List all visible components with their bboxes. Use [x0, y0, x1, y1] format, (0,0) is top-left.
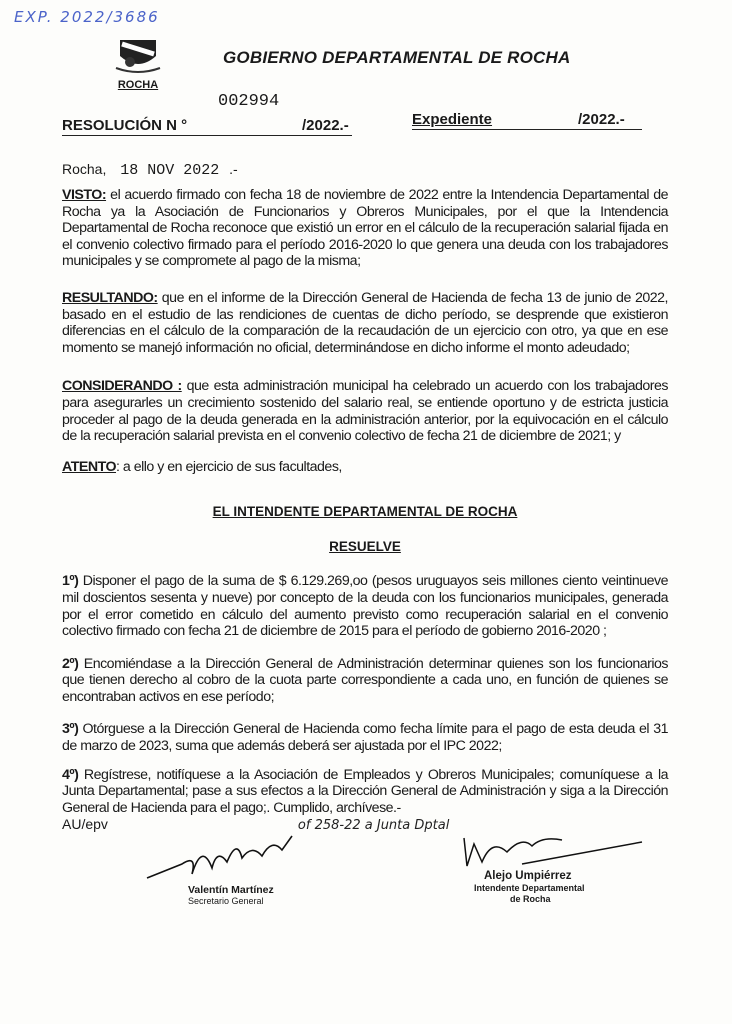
signature-block-martinez	[188, 884, 274, 907]
resultando-label: RESULTANDO:	[62, 289, 158, 306]
resolution-item-2	[62, 656, 668, 706]
page-title: GOBIERNO DEPARTAMENTAL DE ROCHA	[223, 48, 571, 67]
signer-name: Valentín Martínez	[188, 884, 274, 897]
resolution-year: /2022.-	[302, 117, 349, 134]
date-suffix: .-	[229, 161, 238, 177]
signer-name: Alejo Umpiérrez	[484, 870, 572, 883]
item-number: 2º)	[62, 655, 79, 672]
considerando-text: que esta administración municipal ha celebrado un acuerdo con los trabajadores para asegurarles un crecimiento sostenido del salario real, se entiende oportuno y de estricta justicia proceder al pago de la deuda generada en la administración anterior, por la equivocación en el cálculo de la recuperación salarial prevista en el convenio colectivo de fecha 21 de diciembre de 2021; y	[62, 378, 668, 445]
expediente-line	[412, 111, 642, 130]
item-text: Disponer el pago de la suma de $ 6.129.269,oo (pesos uruguayos seis millones ciento veintinueve mil doscientos sesenta y nueve) por concepto de la deuda con los funcionarios municipales, generada por el error cometido en cálculo del aumento previsto como recuperación salarial en el convenio colectivo firmado con fecha 21 de diciembre de 2015 para el período de gobierno 2016-2020 ;	[62, 573, 668, 640]
handwritten-annotation: of 258-22 a Junta Dptal	[297, 818, 450, 834]
resultando-paragraph	[62, 290, 668, 356]
item-number: 4º)	[62, 766, 79, 783]
resultando-text: que en el informe de la Dirección General de Hacienda de fecha 13 de junio de 2022, basado en el estudio de las rendiciones de cuentas de dicho período, se desprende que existieron diferencias en el cálculo de la comparación de la recaudación de un ejercicio con otro, ya que en ese momento se manejó información no oficial, determinándose en dicho informe el monto adeudado;	[62, 289, 668, 356]
expediente-label: Expediente	[412, 111, 493, 128]
date-place: Rocha,	[62, 161, 107, 177]
signature-block-umpierrez	[474, 870, 585, 905]
atento-label: ATENTO	[62, 458, 117, 475]
visto-text: el acuerdo firmado con fecha 18 de noviembre de 2022 entre la Intendencia Departamental de Rocha ya la Asociación de Funcionarios y Obreros Municipales, por el que la Intendencia Departamental de Rocha reconoce que existió un error en el cálculo de la recuperación salarial fijada en el convenio colectivo firmado para el período 2016-2020 lo que genera una deuda con los trabajadores municipales y se compromete al pago de la misma;	[62, 187, 668, 270]
resolution-line	[62, 117, 352, 136]
date-line	[62, 159, 238, 181]
signer-role-line2: de Rocha	[510, 894, 551, 905]
visto-paragraph	[62, 187, 668, 270]
resolution-item-1	[62, 573, 668, 639]
signature-umpierrez-icon	[452, 834, 652, 868]
resolution-number: 002994	[218, 92, 280, 111]
signatures-row	[62, 834, 668, 912]
resolution-item-3	[62, 721, 668, 754]
closing-row	[62, 816, 668, 834]
intendente-heading: EL INTENDENTE DEPARTAMENTAL DE ROCHA	[212, 504, 518, 520]
resuelve-heading: RESUELVE	[329, 539, 401, 555]
item-text: Regístrese, notifíquese a la Asociación de Empleados y Obreros Municipales; comuníquese a la Junta Departamental; pase a sus efectos a la Dirección General de Administración y siga a la Dirección General de Hacienda para el pago;. Cumplido, archívese.-	[62, 766, 668, 816]
considerando-label: CONSIDERANDO :	[62, 378, 182, 395]
date-stamp: 18 NOV 2022	[120, 162, 220, 179]
resolution-label: RESOLUCIÓN N °	[62, 117, 188, 134]
item-number: 3º)	[62, 721, 79, 738]
signature-martinez-icon	[142, 834, 312, 882]
signer-role: Secretario General	[188, 896, 264, 907]
signer-role: Intendente Departamental	[474, 883, 585, 894]
item-text: Encomiéndase a la Dirección General de Administración determinar quienes son los funcionarios que tienen derecho al cobro de la cuota parte correspondiente a cada uno, en función de quienes se encontraban activos en ese período;	[62, 655, 668, 705]
logo	[110, 36, 166, 91]
item-number: 1º)	[62, 573, 79, 590]
expediente-year: /2022.-	[578, 111, 625, 128]
handwritten-file-note: EXP. 2022/3686	[14, 8, 160, 26]
coat-of-arms-icon	[110, 36, 166, 74]
initials: AU/epv	[62, 816, 108, 833]
logo-text: ROCHA	[117, 79, 159, 91]
atento-text: : a ello y en ejercicio de sus facultades,	[116, 458, 342, 475]
atento-paragraph	[62, 459, 668, 476]
document-body	[62, 187, 668, 912]
resolution-item-4	[62, 767, 668, 817]
item-text: Otórguese a la Dirección General de Hacienda como fecha límite para el pago de esta deuda el 31 de marzo de 2023, suma que además deberá ser ajustada por el IPC 2022;	[62, 721, 668, 755]
considerando-paragraph	[62, 378, 668, 444]
visto-label: VISTO:	[62, 187, 107, 203]
